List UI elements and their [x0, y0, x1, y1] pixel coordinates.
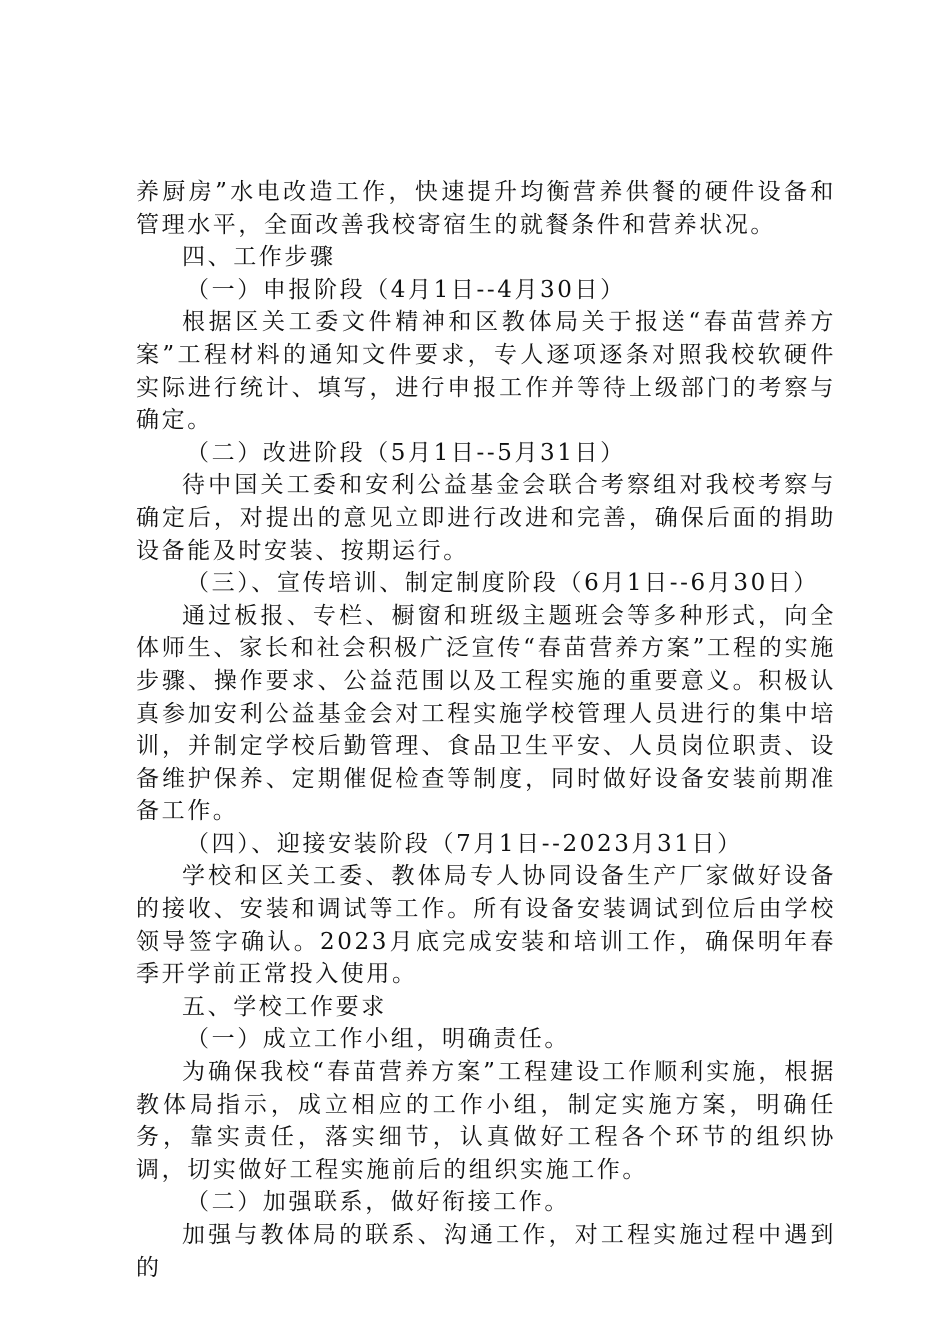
subheading-requirement-1: （一）成立工作小组，明确责任。	[186, 1026, 570, 1053]
subheading-step-2: （二）改进阶段（5月1日--5月31日）	[186, 439, 626, 466]
paragraph-step-4: 学校和区关工委、教体局专人协同设备生产厂家做好设备的接收、安装和调试等工作。所有设备安装调试到位后由学校领导签字确认。2023月底完成安装和培训工作，确保明年春季开学前正常投入使用。	[136, 863, 836, 988]
paragraph-step-3: 通过板报、专栏、橱窗和班级主题班会等多种形式，向全体师生、家长和社会积极广泛宣传“春苗营养方案”工程的实施步骤、操作要求、公益范围以及工程实施的重要意义。积极认真参加安利公益基金会对工程实施学校管理人员进行的集中培训，并制定学校后勤管理、食品卫生平安、人员岗位职责、设备维护保养、定期催促检查等制度，同时做好设备安装前期准备工作。	[136, 602, 836, 825]
subheading-step-4: （四）、迎接安装阶段（7月1日--2023月31日）	[186, 830, 743, 857]
section-heading-5: 五、学校工作要求	[182, 993, 387, 1020]
paragraph-requirement-2: 加强与教体局的联系、沟通工作，对工程实施过程中遇到的	[136, 1222, 836, 1281]
paragraph-requirement-1: 为确保我校“春苗营养方案”工程建设工作顺利实施，根据教体局指示，成立相应的工作小组，制定实施方案，明确任务，靠实责任，落实细节，认真做好工程各个环节的组织协调，切实做好工程实施前后的组织实施工作。	[136, 1059, 836, 1183]
section-heading-4: 四、工作步骤	[182, 244, 336, 271]
subheading-requirement-2: （二）加强联系，做好衔接工作。	[186, 1189, 570, 1216]
paragraph-continued: 养厨房”水电改造工作，快速提升均衡营养供餐的硬件设备和管理水平，全面改善我校寄宿生的就餐条件和营养状况。	[136, 179, 836, 238]
document-body	[136, 176, 836, 1284]
paragraph-step-2: 待中国关工委和安利公益基金会联合考察组对我校考察与确定后，对提出的意见立即进行改进和完善，确保后面的捐助设备能及时安装、按期运行。	[136, 472, 836, 564]
paragraph-step-1: 根据区关工委文件精神和区教体局关于报送“春苗营养方案”工程材料的通知文件要求，专人逐项逐条对照我校软硬件实际进行统计、填写，进行申报工作并等待上级部门的考察与确定。	[136, 309, 836, 434]
subheading-step-3: （三）、宣传培训、制定制度阶段（6月1日--6月30日）	[186, 570, 820, 597]
subheading-step-1: （一）申报阶段（4月1日--4月30日）	[186, 276, 626, 303]
